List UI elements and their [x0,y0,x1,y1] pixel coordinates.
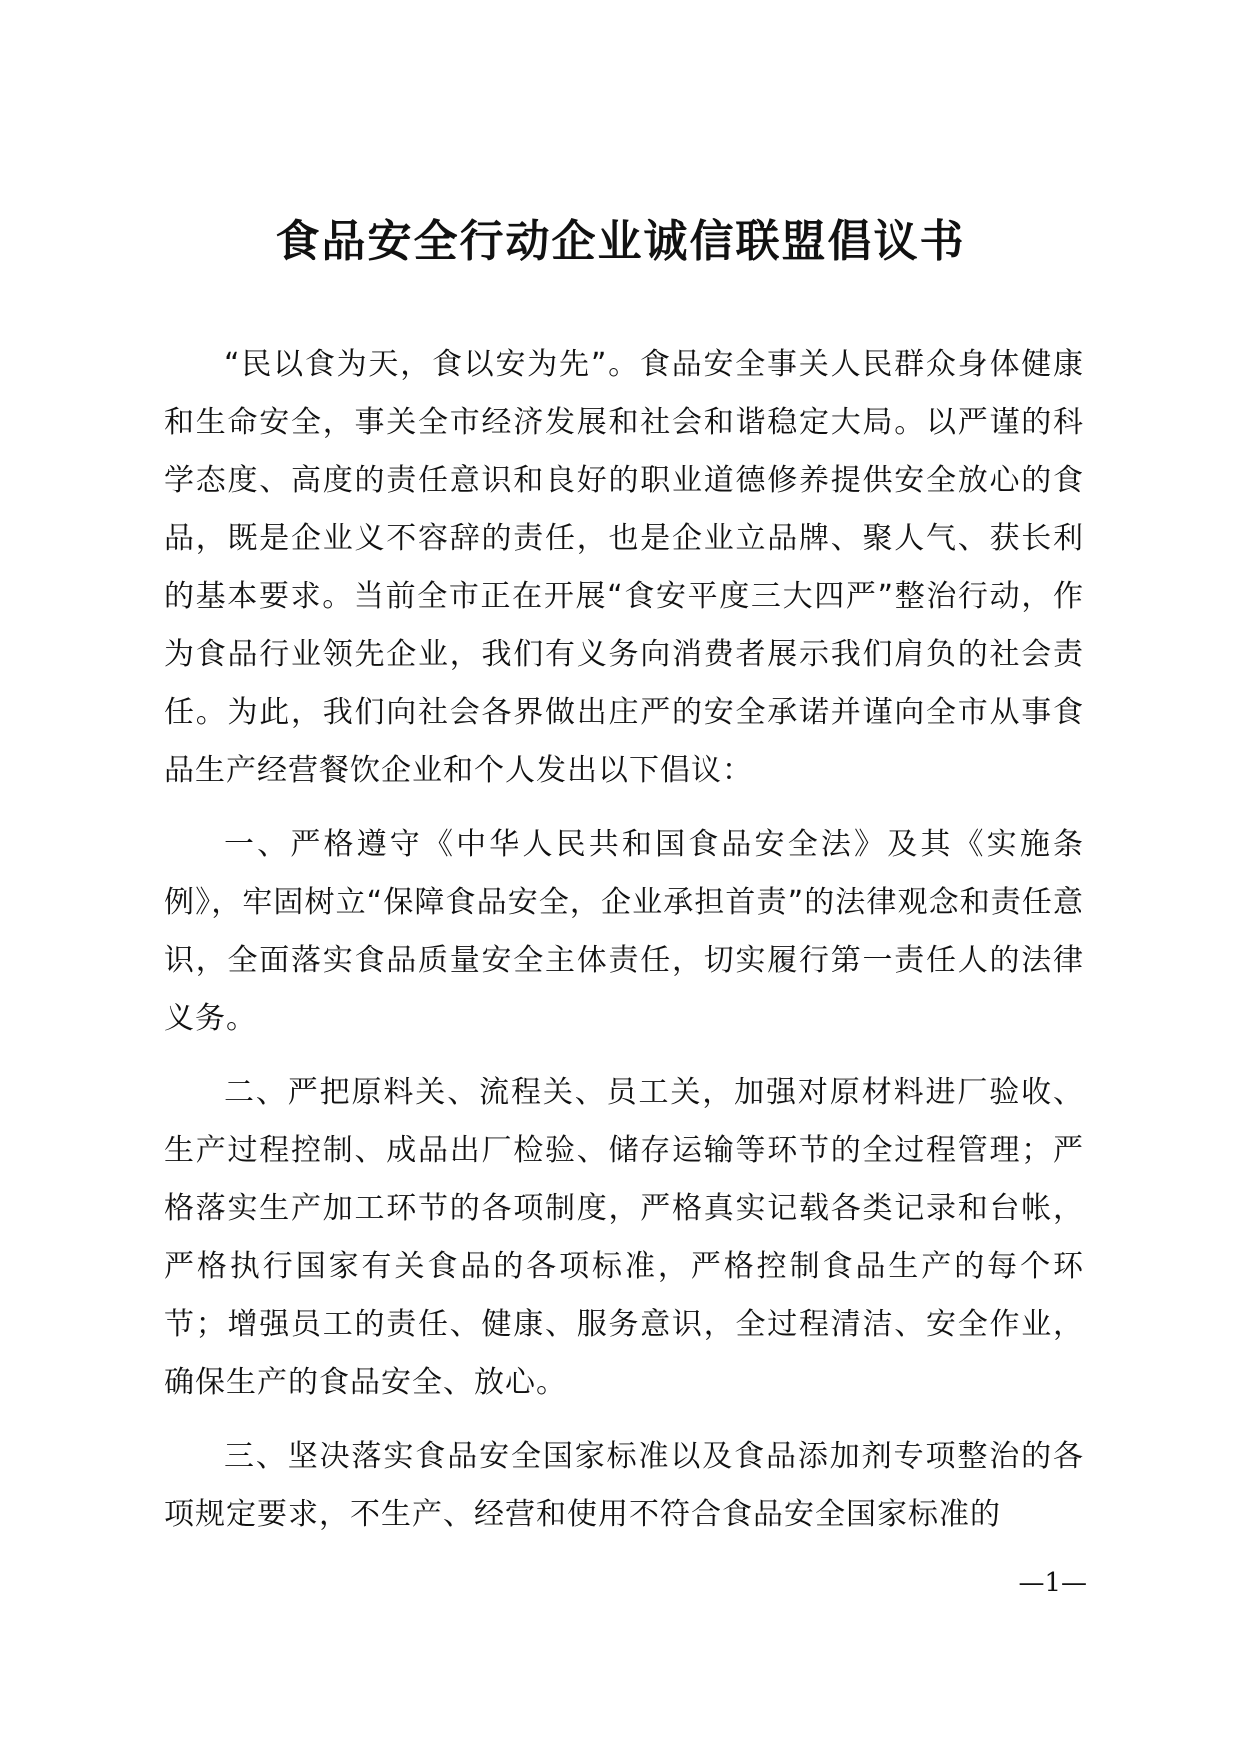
document-body [164,336,1084,1544]
paragraph-intro: “民以食为天，食以安为先”。食品安全事关人民群众身体健康和生命安全，事关全市经济发展和社会和谐稳定大局。以严谨的科学态度、高度的责任意识和良好的职业道德修养提供安全放心的食品，既是企业义不容辞的责任，也是企业立品牌、聚人气、获长利的基本要求。当前全市正在开展“食安平度三大四严”整治行动，作为食品行业领先企业，我们有义务向消费者展示我们肩负的社会责任。为此，我们向社会各界做出庄严的安全承诺并谨向全市从事食品生产经营餐饮企业和个人发出以下倡议： [164,347,1084,788]
document-title: 食品安全行动企业诚信联盟倡议书 [275,216,966,267]
page-number: —1— [1018,1568,1087,1598]
paragraph-item-2: 二、严把原料关、流程关、员工关，加强对原材料进厂验收、生产过程控制、成品出厂检验、储存运输等环节的全过程管理；严格落实生产加工环节的各项制度，严格真实记载各类记录和台帐，严格执行国家有关食品的各项标准，严格控制食品生产的每个环节；增强员工的责任、健康、服务意识，全过程清洁、安全作业，确保生产的食品安全、放心。 [164,1075,1084,1400]
paragraph-item-1: 一、严格遵守《中华人民共和国食品安全法》及其《实施条例》，牢固树立“保障食品安全，企业承担首责”的法律观念和责任意识，全面落实食品质量安全主体责任，切实履行第一责任人的法律义务。 [164,827,1084,1036]
paragraph-item-3: 三、坚决落实食品安全国家标准以及食品添加剂专项整治的各项规定要求，不生产、经营和使用不符合食品安全国家标准的 [164,1439,1084,1532]
